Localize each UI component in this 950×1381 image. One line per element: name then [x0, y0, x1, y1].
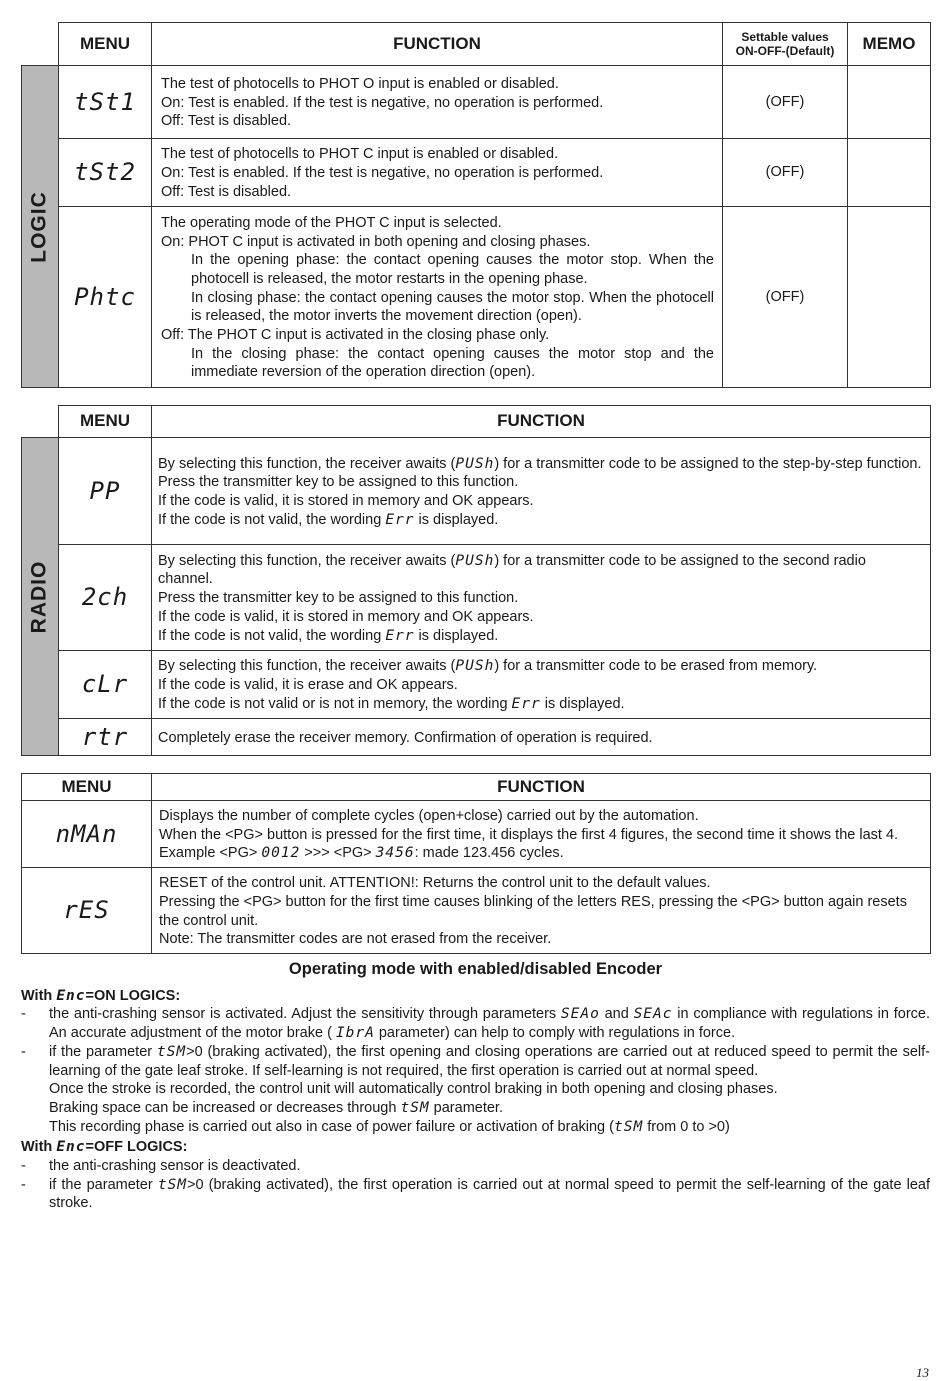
bullet-item: - the anti-crashing sensor is activated. Adjust the sensitivity through parameters SEAo and SEAc in compliance with regulations in force. An accurate adjustment of the motor brake ( IbrA parameter) can help to comply with regulations in force.: [21, 1006, 930, 1042]
function-header: FUNCTION: [152, 23, 723, 66]
function-cell: By selecting this function, the receiver awaits (PUSh) for a transmitter code to be assigned to the second radio channel. Press the transmitter key to be assigned to this function. If the code is valid, it is stored in memory and OK appears. If the code is not valid, the wording Err is displayed.: [152, 545, 931, 651]
function-cell: By selecting this function, the receiver awaits (PUSh) for a transmitter code to be erased from memory. If the code is valid, it is erase and OK appears. If the code is not valid or is not in memory, the wording Err is displayed.: [152, 651, 931, 719]
bullet-continuation: Once the stroke is recorded, the control unit will automatically control braking in both opening and closing phases.: [49, 1081, 778, 1098]
misc-table: [21, 773, 931, 954]
page-number: 13: [916, 1365, 929, 1380]
function-cell: The test of photocells to PHOT O input is enabled or disabled. On: Test is enabled. If the test is negative, no operation is performed. Off: Test is disabled.: [152, 66, 723, 139]
menu-code-nman: nMAn: [22, 801, 152, 868]
radio-table: [21, 405, 931, 756]
function-cell: RESET of the control unit. ATTENTION!: Returns the control unit to the default values. Pressing the <PG> button for the first time causes blinking of the letters RES, pressing the <PG> button again resets the control unit. Note: The transmitter codes are not erased from the receiver.: [152, 868, 931, 954]
bullet-item: - if the parameter tSM>0 (braking activated), the first operation is carried out at normal speed to permit the self-learning of the gate leaf stroke.: [21, 1176, 931, 1212]
menu-code-clr: cLr: [59, 651, 152, 719]
function-cell: Displays the number of complete cycles (open+close) carried out by the automation. When the <PG> button is pressed for the first time, it displays the first 4 figures, the second time it shows the last 4. Example <PG> 0012 >>> <PG> 3456: made 123.456 cycles.: [152, 801, 931, 868]
bullet-item: - if the parameter tSM>0 (braking activated), the first opening and closing operations are carried out at reduced speed to permit the self-learning of the gate leaf stroke. If self-learning is not required, the first operation is carried out at normal speed.: [21, 1043, 930, 1079]
menu-code-res: rES: [22, 868, 152, 954]
default-value: (OFF): [723, 139, 848, 207]
values-header: Settable values ON-OFF-(Default): [723, 23, 848, 66]
memo-cell: [848, 139, 931, 207]
function-header: FUNCTION: [152, 406, 931, 438]
off-logics-heading: With Enc=OFF LOGICS:: [21, 1139, 188, 1156]
menu-header: MENU: [22, 774, 152, 801]
function-cell: The test of photocells to PHOT C input is enabled or disabled. On: Test is enabled. If the test is negative, no operation is performed. Off: Test is disabled.: [152, 139, 723, 207]
on-logics-heading: With Enc=ON LOGICS:: [21, 987, 181, 1004]
menu-code-rtr: rtr: [59, 719, 152, 756]
menu-code-phtc: Phtc: [59, 207, 152, 388]
encoder-title: Operating mode with enabled/disabled Encoder: [288, 960, 663, 978]
encoder-section: [21, 960, 930, 1213]
default-value: (OFF): [723, 207, 848, 388]
memo-cell: [848, 207, 931, 388]
menu-header: MENU: [59, 406, 152, 438]
default-value: (OFF): [723, 66, 848, 139]
function-cell: Completely erase the receiver memory. Confirmation of operation is required.: [152, 719, 931, 756]
function-header: FUNCTION: [152, 774, 931, 801]
bullet-continuation: Braking space can be increased or decreases through tSM parameter.: [49, 1099, 503, 1116]
memo-header: MEMO: [848, 23, 931, 66]
logic-side-label: LOGIC: [22, 66, 59, 388]
bullet-continuation: This recording phase is carried out also in case of power failure or activation of braking (tSM from 0 to >0): [49, 1118, 730, 1135]
function-cell: By selecting this function, the receiver awaits (PUSh) for a transmitter code to be assigned to the step-by-step function. Press the transmitter key to be assigned to this function. If the code is valid, it is stored in memory and OK appears. If the code is not valid, the wording Err is displayed.: [152, 438, 931, 545]
memo-cell: [848, 66, 931, 139]
logic-table: [21, 22, 931, 388]
corner-blank: [22, 406, 59, 438]
menu-code-pp: PP: [59, 438, 152, 545]
menu-header: MENU: [59, 23, 152, 66]
menu-code-2ch: 2ch: [59, 545, 152, 651]
menu-code-tst2: tSt2: [59, 139, 152, 207]
corner-blank: [22, 23, 59, 66]
menu-code-tst1: tSt1: [59, 66, 152, 139]
bullet-item: - the anti-crashing sensor is deactivated.: [21, 1158, 301, 1175]
function-cell: The operating mode of the PHOT C input is selected. On: PHOT C input is activated in both opening and closing phases. In the opening phase: the contact opening causes the motor stop. When the photocell is released, the motor restarts in the opening phase. In closing phase: the contact opening causes the motor stop. When the photocell is released, the motor inverts the movement direction (open). Off: The PHOT C input is activated in the closing phase only. In the closing phase: the contact opening causes the motor stop and the immediate reversion of the operation direction (open).: [152, 207, 723, 388]
radio-side-label: RADIO: [22, 438, 59, 756]
